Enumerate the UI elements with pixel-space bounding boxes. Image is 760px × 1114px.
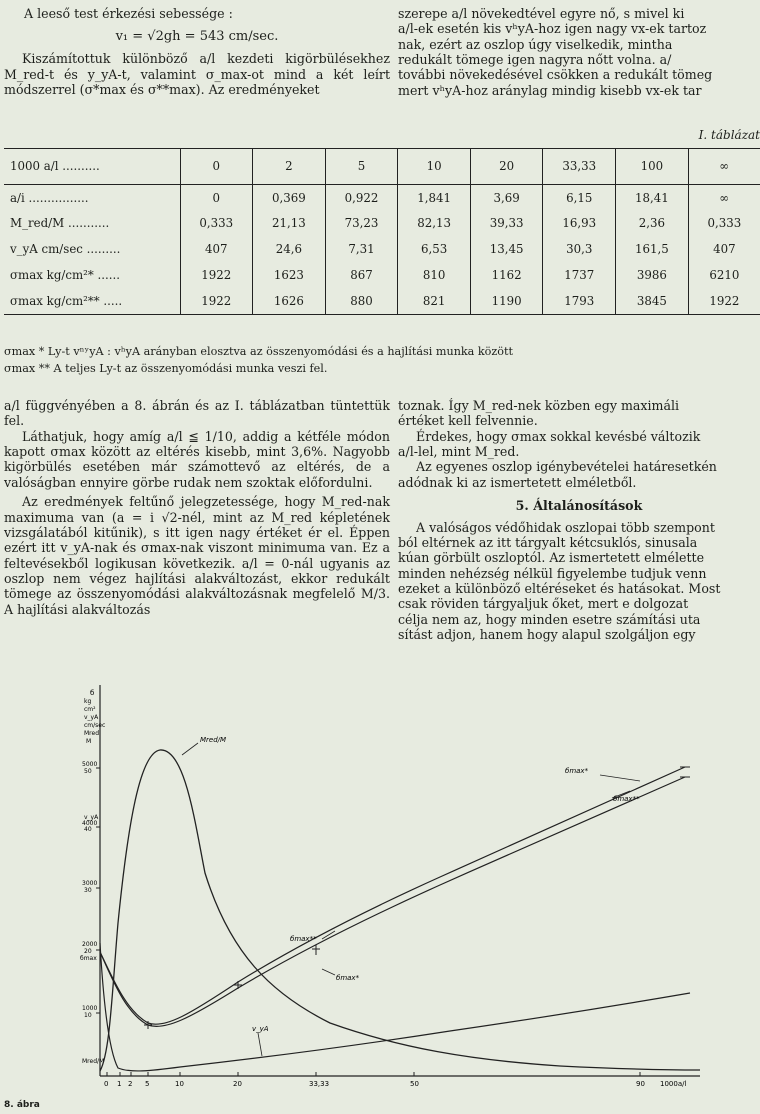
text-line: további növekedésével csökken a redukált tömeg	[398, 67, 713, 83]
table-cell: 6,15	[543, 185, 616, 211]
table-cell: 21,13	[253, 211, 326, 237]
y-tick-label: 40	[84, 826, 92, 833]
table-header-cell: 33,33	[543, 149, 616, 185]
text-line: Érdekes, hogy σmax sokkal kevésbé változik	[416, 428, 701, 444]
text-line: szerepe a/l növekedtével egyre nő, s mivel ki	[398, 6, 685, 21]
table-header-label: 1000 a/l ..........	[4, 149, 180, 185]
y-unit-label: б	[90, 689, 95, 697]
text-line: kúan görbült oszloptól. Az ismertetett elmélette	[398, 550, 705, 566]
table-cell: 1162	[470, 263, 543, 289]
text-line: A valóságos védőhidak oszlopai több szempont	[416, 519, 715, 535]
paragraph: Láthatjuk, hogy amíg a/l ≦ 1/10, addig a kétféle módon kapott σmax között az eltérés kisebb, mint 3,6%. Nagyobb kigörbülés esetében már számottevő az eltérés, de a valóságban ennyire görbe rudak nem szoktak előfordulni.	[4, 428, 390, 490]
right-top-block	[398, 6, 760, 98]
table-cell: 7,31	[325, 237, 398, 263]
x-tick-label: 5	[145, 1080, 150, 1088]
table-cell: 1922	[180, 289, 253, 315]
table-cell: 73,23	[325, 211, 398, 237]
data-table	[4, 148, 760, 315]
right-body	[398, 398, 760, 642]
y-unit-label: M	[86, 738, 92, 745]
x-axis-label: 1000a/l	[660, 1080, 687, 1088]
y-tick-label: 10	[84, 1012, 92, 1019]
table-cell: 39,33	[470, 211, 543, 237]
curve-label-mred: Mred/M	[200, 736, 227, 744]
y-unit-label: kg	[84, 698, 92, 705]
table-header-row	[4, 149, 760, 185]
table-header-cell: 100	[616, 149, 689, 185]
figure-caption: 8. ábra	[4, 1100, 40, 1110]
y-unit-label: v_yA	[84, 714, 99, 721]
text-line: A leeső test érkezési sebessége :	[24, 6, 233, 21]
table-header-cell: 10	[398, 149, 471, 185]
x-tick-label: 33,33	[309, 1080, 330, 1088]
section-heading: 5. Általánosítások	[515, 498, 643, 514]
table-cell: 1190	[470, 289, 543, 315]
x-tick-label: 20	[233, 1080, 242, 1088]
table-cell: 1623	[253, 263, 326, 289]
y-unit-label: Mred	[84, 730, 100, 737]
curve-label-v: v_yA	[252, 1025, 269, 1033]
left-body	[4, 398, 390, 617]
table-cell: 2,36	[616, 211, 689, 237]
y-tick-label: 3000	[82, 880, 98, 887]
x-ticks	[104, 1072, 686, 1088]
table-cell: 82,13	[398, 211, 471, 237]
y-unit-label: cm/sec	[84, 722, 106, 729]
table-row	[4, 263, 760, 289]
table-cell: 0,333	[180, 211, 253, 237]
table-row-label: σmax kg/cm²** .....	[4, 289, 180, 315]
table-cell: 161,5	[616, 237, 689, 263]
table-cell: 24,6	[253, 237, 326, 263]
table-cell: 0,922	[325, 185, 398, 211]
text-line: redukált tömege igen nagyra nőtt volna. a/	[398, 52, 672, 68]
y-tick-label: 5000	[82, 761, 98, 768]
x-tick-label: 50	[410, 1080, 419, 1088]
table-cell: 30,3	[543, 237, 616, 263]
text-line: Az egyenes oszlop igénybevételei határesetkén	[416, 459, 717, 475]
text-line: adódnak ki az ismertetett elméletből.	[398, 474, 637, 490]
y-tick-label: v_yA	[84, 814, 99, 821]
curve-sigma-dstar	[100, 767, 685, 1024]
y-tick-label: 30	[84, 887, 92, 894]
y-tick-label: бmax	[80, 955, 97, 962]
y-tick-label: 4000	[82, 820, 98, 827]
table-cell: 821	[398, 289, 471, 315]
leader-line	[600, 775, 640, 781]
table-cell: 3,69	[470, 185, 543, 211]
curve-label-s2: бmax**	[613, 795, 640, 803]
table-cell: 1,841	[398, 185, 471, 211]
table-cell: 407	[688, 237, 760, 263]
table-cell: 0,369	[253, 185, 326, 211]
leader-line	[322, 969, 335, 975]
table-note: σmax * Ly-t vⁿʸyA : vʰyA arányban elosztva az összenyomódási és a hajlítási munka között	[4, 345, 514, 358]
table-cell: 0	[180, 185, 253, 211]
table-row	[4, 211, 760, 237]
curve-label-s1: бmax*	[565, 767, 589, 775]
x-tick-label: 0	[104, 1080, 109, 1088]
x-tick-label: 2	[128, 1080, 133, 1088]
table-header-cell: ∞	[688, 149, 760, 185]
text-line: ezeket a különböző eltéréseket és hatásokat. Most	[398, 580, 721, 596]
table-row	[4, 289, 760, 315]
leader-line	[182, 743, 198, 755]
formula: v₁ = √2gh = 543 cm/sec.	[115, 29, 279, 45]
y-unit-label: cm²	[84, 706, 96, 713]
x-tick-label: 1	[117, 1080, 122, 1088]
y-tick-label: 50	[84, 768, 92, 775]
table-cell: 880	[325, 289, 398, 315]
text-line: nak, ezért az oszlop úgy viselkedik, mintha	[398, 36, 673, 52]
left-top-block	[4, 6, 390, 97]
table-header-cell: 20	[470, 149, 543, 185]
table-cell: ∞	[688, 185, 760, 211]
text-line: toznak. Így M_red-nek közben egy maximáli	[398, 398, 680, 413]
y-tick-label: 20	[84, 948, 92, 955]
table-cell: 0,333	[688, 211, 760, 237]
table-cell: 407	[180, 237, 253, 263]
curve-sigma-star	[100, 777, 685, 1026]
table-cell: 16,93	[543, 211, 616, 237]
table-cell: 810	[398, 263, 471, 289]
x-tick-label: 90	[636, 1080, 645, 1088]
text-line: értéket kell felvennie.	[398, 413, 538, 429]
table-cell: 6210	[688, 263, 760, 289]
table-row-label: v_yA cm/sec .........	[10, 242, 121, 257]
paragraph: Kiszámítottuk különböző a/l kezdeti kigörbülésekhez M_red-t és y_yA-t, valamint σ_max-ot mind a két leírt módszerrel (σ*max és σ**max). Az eredményeket	[4, 51, 390, 97]
curve-mred	[100, 750, 700, 1071]
y-tick-label: Mred/M	[82, 1058, 105, 1065]
text-line: sítást adjon, hanem hogy alapul szolgáljon egy	[398, 627, 696, 643]
curve-label-s1b: бmax*	[336, 974, 360, 982]
table-cell: 1922	[688, 289, 760, 315]
table-row	[4, 185, 760, 211]
x-tick-label: 10	[175, 1080, 184, 1088]
table-header-cell: 0	[180, 149, 253, 185]
table-cell: 1793	[543, 289, 616, 315]
curve-label-s2b: бmax**	[290, 935, 317, 943]
text-line: ból eltérnek az itt tárgyalt kétcsuklós, sinusala	[398, 534, 698, 550]
leader-line	[258, 1033, 262, 1056]
table-notes	[4, 343, 760, 378]
text-line: csak röviden tárgyaljuk őket, mert e dolgozat	[398, 596, 689, 612]
paragraph: Az eredmények feltűnő jelegzetessége, hogy M_red-nak maximuma van (a = i √2-nél, mint az M_red képletének vizsgálatából kitűnik), s itt igen nagy értéket ér el. Éppen ezért itt v_yA-nak és σmax-nak viszont minimuma van. Ez a feltevésekből logikusan következik. a/l = 0-nál ugyanis az oszlop nem végez hajlítási alakváltozást, ekkor redukált tömege az összenyomódási alakváltozásnak megfelelő M/3. A hajlítási alakváltozás	[4, 494, 390, 617]
text-line: minden nehézség nélkül figyelembe tudjuk venn	[398, 565, 707, 581]
table-cell: 3845	[616, 289, 689, 315]
table-note: σmax ** A teljes Ly-t az összenyomódási munka veszi fel.	[4, 362, 328, 376]
table-cell: 13,45	[470, 237, 543, 263]
table-row-label: M_red/M ...........	[10, 216, 110, 231]
table-row-label: a/i ................	[10, 190, 89, 205]
table-cell: 1737	[543, 263, 616, 289]
figure-8	[0, 673, 760, 1114]
table-cell: 3986	[616, 263, 689, 289]
table-row-label: σmax kg/cm²* ......	[10, 268, 121, 283]
text-line: célja nem az, hogy minden esetre számítási uta	[398, 611, 701, 627]
table-header-cell: 5	[325, 149, 398, 185]
table-row	[4, 237, 760, 263]
y-tick-label: 2000	[82, 941, 98, 948]
y-tick-label: 1000	[82, 1005, 98, 1012]
table-cell: 1922	[180, 263, 253, 289]
table-cell: 6,53	[398, 237, 471, 263]
table-caption: I. táblázat	[698, 128, 760, 142]
table-cell: 1626	[253, 289, 326, 315]
table-cell: 18,41	[616, 185, 689, 211]
curve-vya	[100, 943, 690, 1071]
text-line: a/l-ek esetén kis vʰyA-hoz igen nagy vx-ek tartoz	[398, 21, 707, 37]
table-header-cell: 2	[253, 149, 326, 185]
chart-svg	[0, 673, 760, 1114]
text-line: a/l-lel, mint M_red.	[398, 444, 520, 460]
text-line: mert vʰyA-hoz aránylag mindig kisebb vx-ek tar	[398, 82, 702, 98]
paragraph: a/l függvényében a 8. ábrán és az I. táblázatban tüntettük fel.	[4, 398, 390, 429]
table-cell: 867	[325, 263, 398, 289]
